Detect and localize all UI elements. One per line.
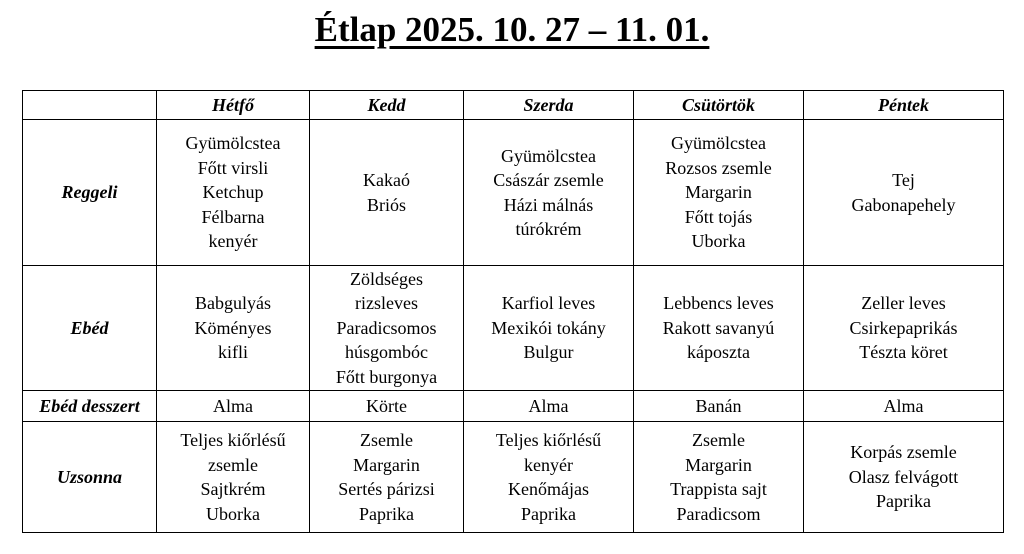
menu-cell <box>310 422 464 533</box>
meal-row-uzsonna <box>23 422 1004 533</box>
menu-cell <box>157 422 310 533</box>
corner-cell <box>23 91 157 120</box>
day-header: Csütörtök <box>634 91 804 120</box>
menu-item: Olasz felvágott <box>848 466 959 487</box>
menu-item: Korpás zsemle <box>850 442 957 463</box>
menu-item: Házi málnás <box>503 194 594 215</box>
menu-item: Bulgur <box>523 342 574 363</box>
menu-item: Paradicsom <box>676 503 761 524</box>
menu-cell <box>634 266 804 391</box>
menu-item: Mexikói tokány <box>491 317 606 338</box>
menu-item: Zsemle <box>360 430 413 450</box>
meal-row-ebed-desszert <box>23 391 1004 422</box>
menu-cell <box>464 391 634 422</box>
menu-item: Császár zsemle <box>493 170 604 190</box>
menu-item: Félbarna <box>201 206 265 227</box>
menu-item: Főtt tojás <box>684 206 753 227</box>
menu-cell <box>464 266 634 391</box>
menu-cell <box>157 266 310 391</box>
menu-item: Babgulyás <box>195 293 271 314</box>
day-header: Szerda <box>464 91 634 120</box>
menu-item: Alma <box>213 395 253 416</box>
menu-item: Trappista sajt <box>670 479 767 499</box>
menu-title: Étlap 2025. 10. 27 – 11. 01. <box>314 10 710 49</box>
day-header: Péntek <box>804 91 1004 120</box>
menu-cell <box>634 391 804 422</box>
menu-item: Paradicsomos <box>336 317 437 338</box>
menu-item: Paprika <box>359 503 414 524</box>
menu-item: kifli <box>218 342 248 363</box>
menu-item: Tej <box>892 170 915 190</box>
menu-item: káposzta <box>687 342 750 363</box>
day-header: Hétfő <box>157 91 310 120</box>
menu-cell <box>310 120 464 266</box>
meal-label: Uzsonna <box>23 422 157 533</box>
menu-item: Rakott savanyú <box>662 317 775 338</box>
menu-cell <box>634 422 804 533</box>
menu-item: Alma <box>528 395 569 416</box>
menu-cell <box>310 391 464 422</box>
menu-cell <box>310 266 464 391</box>
menu-item: Ketchup <box>202 182 264 203</box>
menu-item: Tészta köret <box>859 342 948 363</box>
menu-item: húsgombóc <box>345 342 428 363</box>
menu-item: Köményes <box>194 317 272 338</box>
menu-cell <box>804 422 1004 533</box>
menu-item: túrókrém <box>515 219 582 239</box>
menu-cell <box>464 422 634 533</box>
menu-cell <box>634 120 804 266</box>
menu-item: Sajtkrém <box>200 479 266 499</box>
menu-item: Teljes kiőrlésű <box>180 430 286 450</box>
meal-label: Ebéd desszert <box>23 391 157 422</box>
menu-item: kenyér <box>208 231 258 252</box>
menu-cell <box>804 120 1004 266</box>
menu-item: Rozsos zsemle <box>665 157 772 178</box>
menu-item: Karfiol leves <box>501 293 596 314</box>
menu-item: rizsleves <box>355 293 418 314</box>
menu-item: Zeller leves <box>861 293 946 314</box>
menu-item: Banán <box>695 395 742 416</box>
meal-label: Ebéd <box>23 266 157 391</box>
menu-item: Uborka <box>691 231 746 252</box>
menu-item: Kenőmájas <box>508 479 589 499</box>
menu-cell <box>157 120 310 266</box>
menu-table <box>22 90 1004 533</box>
menu-item: Gyümölcstea <box>185 133 281 154</box>
meal-row-ebed <box>23 266 1004 391</box>
meal-label: Reggeli <box>23 120 157 266</box>
menu-item: Kakaó <box>363 170 410 190</box>
menu-cell <box>464 120 634 266</box>
menu-item: Paprika <box>876 491 931 512</box>
day-header: Kedd <box>310 91 464 120</box>
menu-item: Alma <box>883 395 924 416</box>
menu-item: Főtt burgonya <box>335 366 438 387</box>
menu-item: Főtt virsli <box>197 157 269 178</box>
menu-item: Margarin <box>353 454 420 475</box>
menu-item: Sertés párizsi <box>338 479 435 499</box>
menu-item: Zsemle <box>692 430 745 450</box>
menu-item: Gyümölcstea <box>671 133 766 154</box>
menu-item: Uborka <box>206 503 260 524</box>
menu-cell <box>804 266 1004 391</box>
menu-item: zsemle <box>208 454 258 475</box>
menu-item: Csirkepaprikás <box>849 317 958 338</box>
menu-cell <box>804 391 1004 422</box>
menu-item: Margarin <box>685 454 752 475</box>
menu-item: kenyér <box>524 454 573 475</box>
menu-item: Zöldséges <box>350 268 423 289</box>
menu-item: Teljes kiőrlésű <box>495 430 602 450</box>
menu-item: Körte <box>366 395 407 416</box>
meal-row-reggeli <box>23 120 1004 266</box>
header-row <box>23 91 1004 120</box>
menu-item: Paprika <box>521 503 576 524</box>
menu-item: Lebbencs leves <box>663 293 774 314</box>
menu-item: Gyümölcstea <box>501 145 596 166</box>
menu-item: Briós <box>366 194 406 215</box>
menu-item: Margarin <box>685 182 752 203</box>
menu-cell <box>157 391 310 422</box>
menu-item: Gabonapehely <box>851 194 956 215</box>
